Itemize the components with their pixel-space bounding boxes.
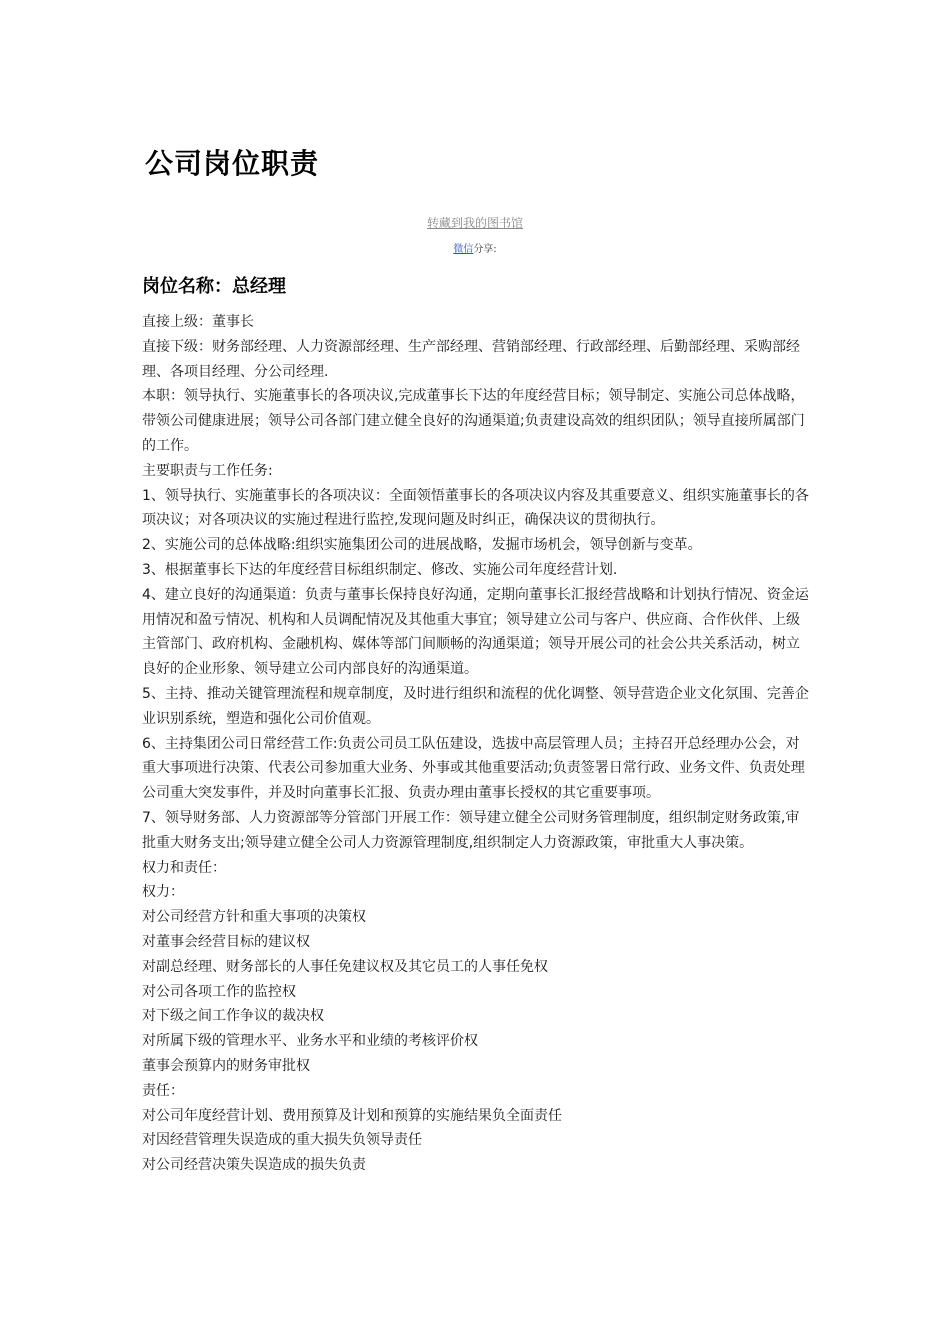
paragraph: 2、实施公司的总体战略:组织实施集团公司的进展战略，发掘市场机会，领导创新与变革。: [142, 537, 702, 554]
paragraph: 权力和责任：: [142, 859, 226, 876]
paragraph: 对因经营管理失误造成的重大损失负领导责任: [142, 1132, 422, 1149]
paragraph: 对副总经理、财务部长的人事任免建议权及其它员工的人事任免权: [142, 958, 548, 975]
save-to-library-link[interactable]: 转藏到我的图书馆: [426, 216, 523, 230]
paragraph: 对所属下级的管理水平、业务水平和业绩的考核评价权: [142, 1033, 478, 1050]
position-heading: 岗位名称：总经理: [142, 276, 286, 297]
paragraph: 5、主持、推动关键管理流程和规章制度，及时进行组织和流程的优化调整、领导营造企业文化氛围、完善企业识别系统，塑造和强化公司价值观。: [142, 685, 809, 727]
paragraph: 主要职责与工作任务:: [142, 462, 273, 479]
document-title: 公司岗位职责: [145, 147, 320, 180]
paragraph: 7、领导财务部、人力资源部等分管部门开展工作：领导建立健全公司财务管理制度，组织制定财务政策,审批重大财务支出;领导建立健全公司人力资源管理制度,组织制定人力资源政策，审批重大人事决策。: [142, 809, 800, 851]
share-bar: [0, 240, 950, 255]
document-body: [142, 310, 812, 1178]
paragraph: 直接下级：财务部经理、人力资源部经理、生产部经理、营销部经理、行政部经理、后勤部经理、采购部经理、各项目经理、分公司经理.: [142, 338, 800, 380]
wechat-share-link[interactable]: 微信: [453, 244, 474, 255]
paragraph: 直接上级：董事长: [142, 314, 254, 330]
paragraph: 对公司各项工作的监控权: [142, 983, 296, 1000]
paragraph: 对公司经营决策失误造成的损失负责: [142, 1157, 366, 1174]
paragraph: 责任：: [142, 1082, 184, 1099]
paragraph: 权力：: [142, 884, 184, 901]
paragraph: 1、领导执行、实施董事长的各项决议：全面领悟董事长的各项决议内容及其重要意义、组织实施董事长的各项决议；对各项决议的实施过程进行监控,发现问题及时纠正，确保决议的贯彻执行。: [142, 487, 809, 529]
paragraph: 6、主持集团公司日常经营工作:负责公司员工队伍建设，选拔中高层管理人员；主持召开总经理办公会，对重大事项进行决策、代表公司参加重大业务、外事或其他重要活动;负责签署日常行政、业务文件、负责处理公司重大突发事件，并及时向董事长汇报、负责办理由董事长授权的其它重要事项。: [142, 735, 805, 802]
paragraph: 对公司经营方针和重大事项的决策权: [142, 909, 366, 926]
share-label: 分享:: [473, 244, 497, 255]
paragraph: 本职：领导执行、实施董事长的各项决议,完成董事长下达的年度经营目标；领导制定、实施公司总体战略，带领公司健康进展；领导公司各部门建立健全良好的沟通渠道;负责建设高效的组织团队；领导直接所属部门的工作。: [142, 388, 805, 454]
paragraph: 3、根据董事长下达的年度经营目标组织制定、修改、实施公司年度经营计划.: [142, 561, 618, 578]
paragraph: 对董事会经营目标的建议权: [142, 933, 310, 950]
paragraph: 对下级之间工作争议的裁决权: [142, 1008, 324, 1025]
paragraph: 董事会预算内的财务审批权: [142, 1057, 310, 1074]
paragraph: 对公司年度经营计划、费用预算及计划和预算的实施结果负全面责任: [142, 1107, 562, 1124]
paragraph: 4、建立良好的沟通渠道：负责与董事长保持良好沟通，定期向董事长汇报经营战略和计划执行情况、资金运用情况和盈亏情况、机构和人员调配情况及其他重大事宜；领导建立公司与客户、供应商、合作伙伴、上级主管部门、政府机构、金融机构、媒体等部门间顺畅的沟通渠道；领导开展公司的社会公共关系活动，树立良好的企业形象、领导建立公司内部良好的沟通渠道。: [142, 586, 809, 678]
